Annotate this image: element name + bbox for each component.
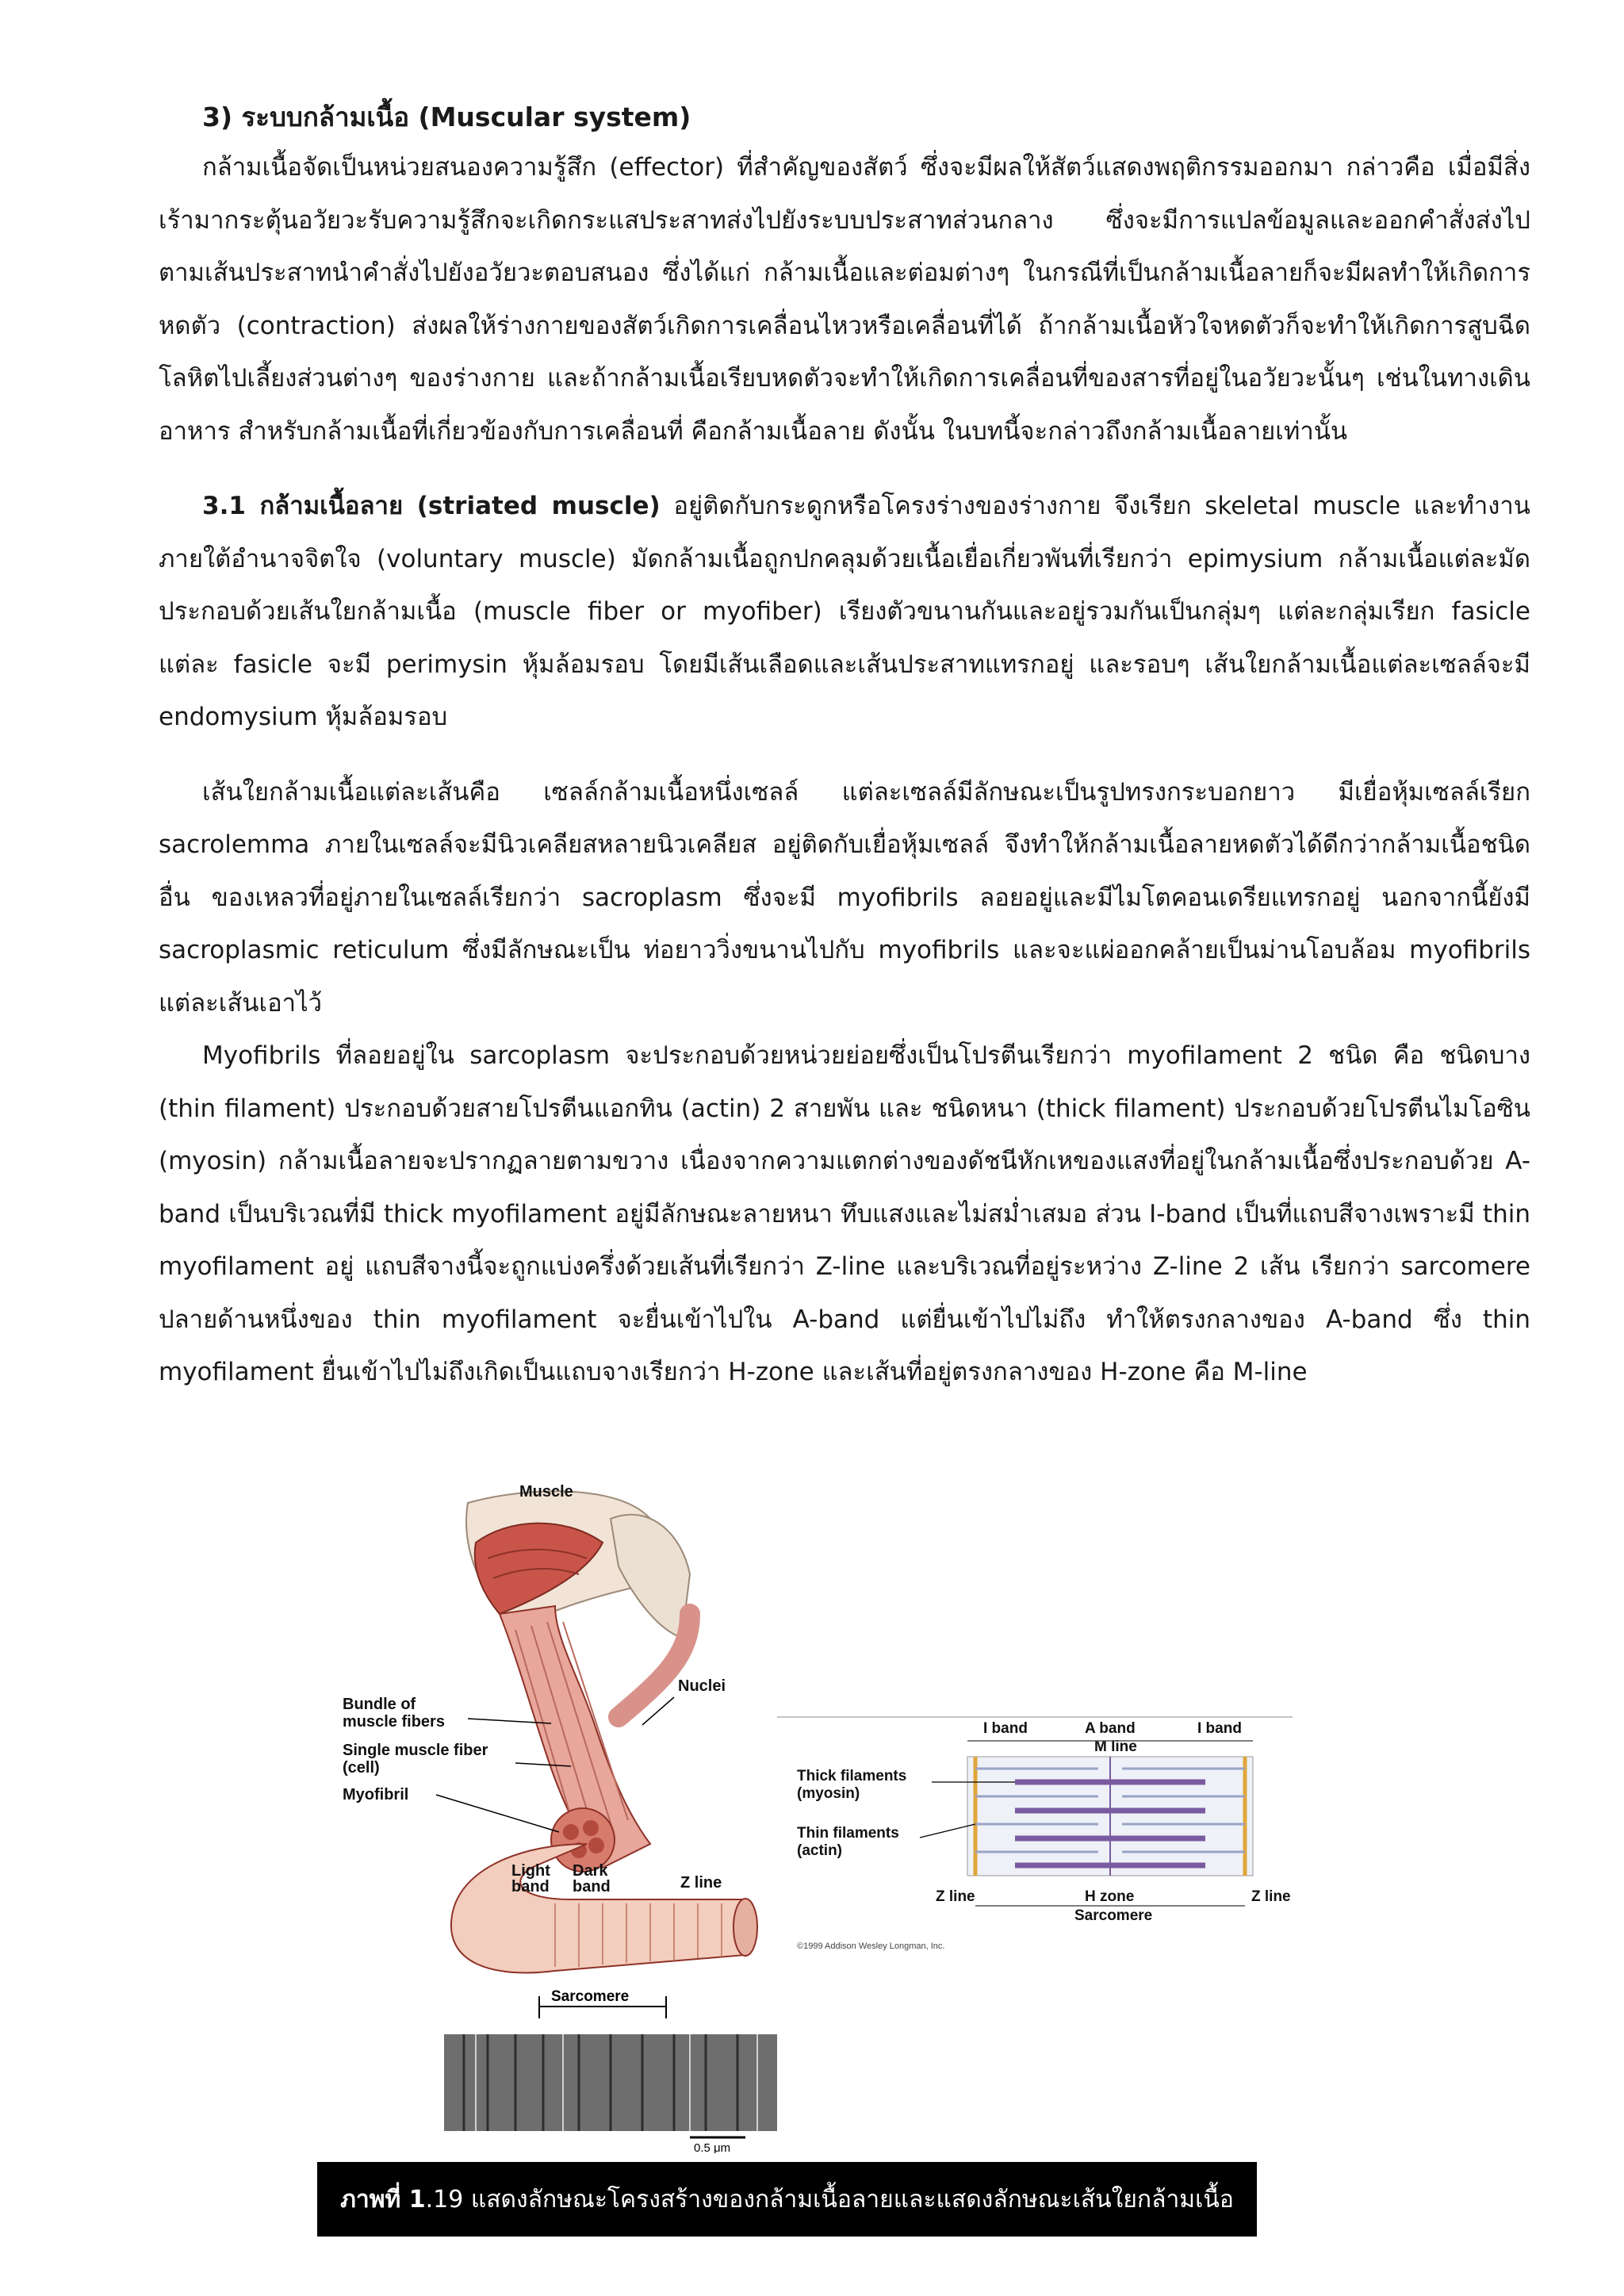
muscle-fiber-illustration (451, 1606, 757, 1972)
intro-paragraph: กล้ามเนื้อจัดเป็นหน่วยสนองความรู้สึก (effector) ที่สำคัญของสัตว์ ซึ่งจะมีผลให้สัตว์แสดงพฤติกรรมออกมา กล่าวคือ เมื่อมีสิ่งเร้ามากระตุ้นอวัยวะรับความรู้สึกจะเกิดกระแสประสาทส่งไปยังระบบประสาทส่วนกลาง ซึ่งจะมีการแปลข้อมูลและออกคำสั่งส่งไปตามเส้นประสาทนำคำสั่งไปยังอวัยวะตอบสนอง ซึ่งได้แก่ กล้ามเนื้อและต่อมต่างๆ ในกรณีที่เป็นกล้ามเนื้อลายก็จะมีผลทำให้เกิดการหดตัว (contraction) ส่งผลให้ร่างกายของสัตว์เกิดการเคลื่อนไหวหรือเคลื่อนที่ได้ ถ้ากล้ามเนื้อหัวใจหดตัวก็จะทำให้เกิดการสูบฉีดโลหิตไปเลี้ยงส่วนต่างๆ ของร่างกาย และถ้ากล้ามเนื้อเรียบหดตัวจะทำให้เกิดการเคลื่อนที่ของสารที่อยู่ในอวัยวะนั้นๆ เช่นในทางเดินอาหาร สำหรับกล้ามเนื้อที่เกี่ยวข้องกับการเคลื่อนที่ คือกล้ามเนื้อลาย ดังนั้น ในบทนี้จะกล่าวถึงกล้ามเนื้อลายเท่านั้น (159, 153, 1530, 446)
scale-bar-label: 0.5 μm (694, 2141, 731, 2153)
label-z-line-left: Z line (936, 1888, 975, 1905)
label-light-band-1: Light (511, 1862, 550, 1880)
subsection-body: อยู่ติดกับกระดูกหรือโครงร่างของร่างกาย จึงเรียก skeletal muscle และทำงานภายใต้อำนาจจิตใจ (voluntary muscle) มัดกล้ามเนื้อถูกปกคลุมด้วยเนื้อเยื่อเกี่ยวพันที่เรียกว่า epimysium กล้ามเนื้อแต่ละมัดประกอบด้วยเส้นใยกล้ามเนื้อ (muscle fiber or myofiber) เรียงตัวขนานกันและอยู่รวมกันเป็นกลุ่มๆ แต่ละกลุ่มเรียก fasicle แต่ละ fasicle จะมี perimysin หุ้มล้อมรอบ โดยมีเส้นเลือดและเส้นประสาทแทรกอยู่ และรอบๆ เส้นใยกล้ามเนื้อแต่ละเซลล์จะมี endomysium หุ้มล้อมรอบ (159, 492, 1531, 731)
label-thick-filaments-2: (myosin) (797, 1785, 860, 1802)
sarcomere-diagram (777, 1717, 1293, 1951)
label-dark-band-2: band (573, 1878, 611, 1895)
myofibrils-paragraph: Myofibrils ที่ลอยอยู่ใน sarcoplasm จะประกอบด้วยหน่วยย่อยซึ่งเป็นโปรตีนเรียกว่า myofilament 2 ชนิด คือ ชนิดบาง (thin filament) ประกอบด้วยสายโปรตีนแอกทิน (actin) 2 สายพัน และ ชนิดหนา (thick filament) ประกอบด้วยโปรตีนไมโอซิน (myosin) กล้ามเนื้อลายจะปรากฏลายตามขวาง เนื่องจากความแตกต่างของดัชนีหักเหของแสงที่อยู่ในกล้ามเนื้อซึ่งประกอบด้วย A-band เป็นบริเวณที่มี thick myofilament อยู่มีลักษณะลายหนา ทึบแสงและไม่สม่ำเสมอ ส่วน I-band เป็นที่แถบสีจางเพราะมี thin myofilament อยู่ แถบสีจางนี้จะถูกแบ่งครึ่งด้วยเส้นที่เรียกว่า Z-line และบริเวณที่อยู่ระหว่าง Z-line 2 เส้น เรียกว่า sarcomere ปลายด้านหนึ่งของ thin myofilament จะยื่นเข้าไปใน A-band แต่ยื่นเข้าไปไม่ถึง ทำให้ตรงกลางของ A-band ซึ่ง thin myofilament ยื่นเข้าไปไม่ถึงเกิดเป็นแถบจางเรียกว่า H-zone และเส้นที่อยู่ตรงกลางของ H-zone คือ M-line (159, 1041, 1530, 1386)
label-i-band-left: I band (983, 1720, 1028, 1737)
striated-muscle-paragraph (159, 480, 1530, 744)
sarcomere-label-left: Sarcomere (551, 1988, 630, 2005)
label-muscle: Muscle (519, 1483, 573, 1501)
caption-prefix: ภาพที่ 1 (340, 2185, 426, 2214)
label-h-zone: H zone (1085, 1888, 1135, 1905)
label-nuclei: Nuclei (678, 1677, 726, 1695)
label-thin-filaments-1: Thin filaments (797, 1825, 899, 1842)
label-a-band: A band (1085, 1720, 1136, 1737)
copyright-text: ©1999 Addison Wesley Longman, Inc. (797, 1941, 945, 1951)
caption-text: .19 แสดงลักษณะโครงสร้างของกล้ามเนื้อลายและแสดงลักษณะเส้นใยกล้ามเนื้อ (425, 2185, 1234, 2214)
label-sarcomere-right: Sarcomere (1074, 1907, 1153, 1924)
muscle-fiber-paragraph: เส้นใยกล้ามเนื้อแต่ละเส้นคือ เซลล์กล้ามเนื้อหนึ่งเซลล์ แต่ละเซลล์มีลักษณะเป็นรูปทรงกระบอกยาว มีเยื่อหุ้มเซลล์เรียก sacrolemma ภายในเซลล์จะมีนิวเคลียสหลายนิวเคลียส อยู่ติดกับเยื่อหุ้มเซลล์ จึงทำให้กล้ามเนื้อลายหดตัวได้ดีกว่ากล้ามเนื้อชนิดอื่น ของเหลวที่อยู่ภายในเซลล์เรียกว่า sacroplasm ซึ่งจะมี myofibrils ลอยอยู่และมีไมโตคอนเดรียแทรกอยู่ นอกจากนี้ยังมี sacroplasmic reticulum ซึ่งมีลักษณะเป็น ท่อยาววิ่งขนานไปกับ myofibrils และจะแผ่ออกคล้ายเป็นม่านโอบล้อม myofibrils แต่ละเส้นเอาไว้ (159, 777, 1530, 1018)
label-light-band-2: band (511, 1878, 550, 1895)
label-thick-filaments-1: Thick filaments (797, 1768, 907, 1784)
label-i-band-right: I band (1197, 1720, 1242, 1737)
text-body (159, 94, 1530, 1399)
top-band-labels (983, 1720, 1242, 1755)
section-heading: 3) ระบบกล้ามเนื้อ (Muscular system) (202, 102, 691, 132)
label-single-fiber-1: Single muscle fiber (343, 1742, 488, 1759)
label-myofibril: Myofibril (343, 1786, 409, 1803)
label-z-line-right: Z line (1251, 1888, 1291, 1905)
label-thin-filaments-2: (actin) (797, 1842, 842, 1859)
label-bundle-2: muscle fibers (343, 1713, 445, 1731)
subsection-title: 3.1 กล้ามเนื้อลาย (striated muscle) (202, 492, 661, 520)
muscle-structure-figure (317, 1471, 1554, 2153)
label-z-line: Z line (680, 1874, 722, 1892)
label-dark-band-1: Dark (573, 1862, 608, 1880)
electron-micrograph (444, 1988, 777, 2153)
label-m-line: M line (1094, 1738, 1137, 1755)
figure-caption (317, 2162, 1257, 2237)
label-bundle-1: Bundle of (343, 1696, 416, 1713)
label-single-fiber-2: (cell) (343, 1759, 380, 1777)
